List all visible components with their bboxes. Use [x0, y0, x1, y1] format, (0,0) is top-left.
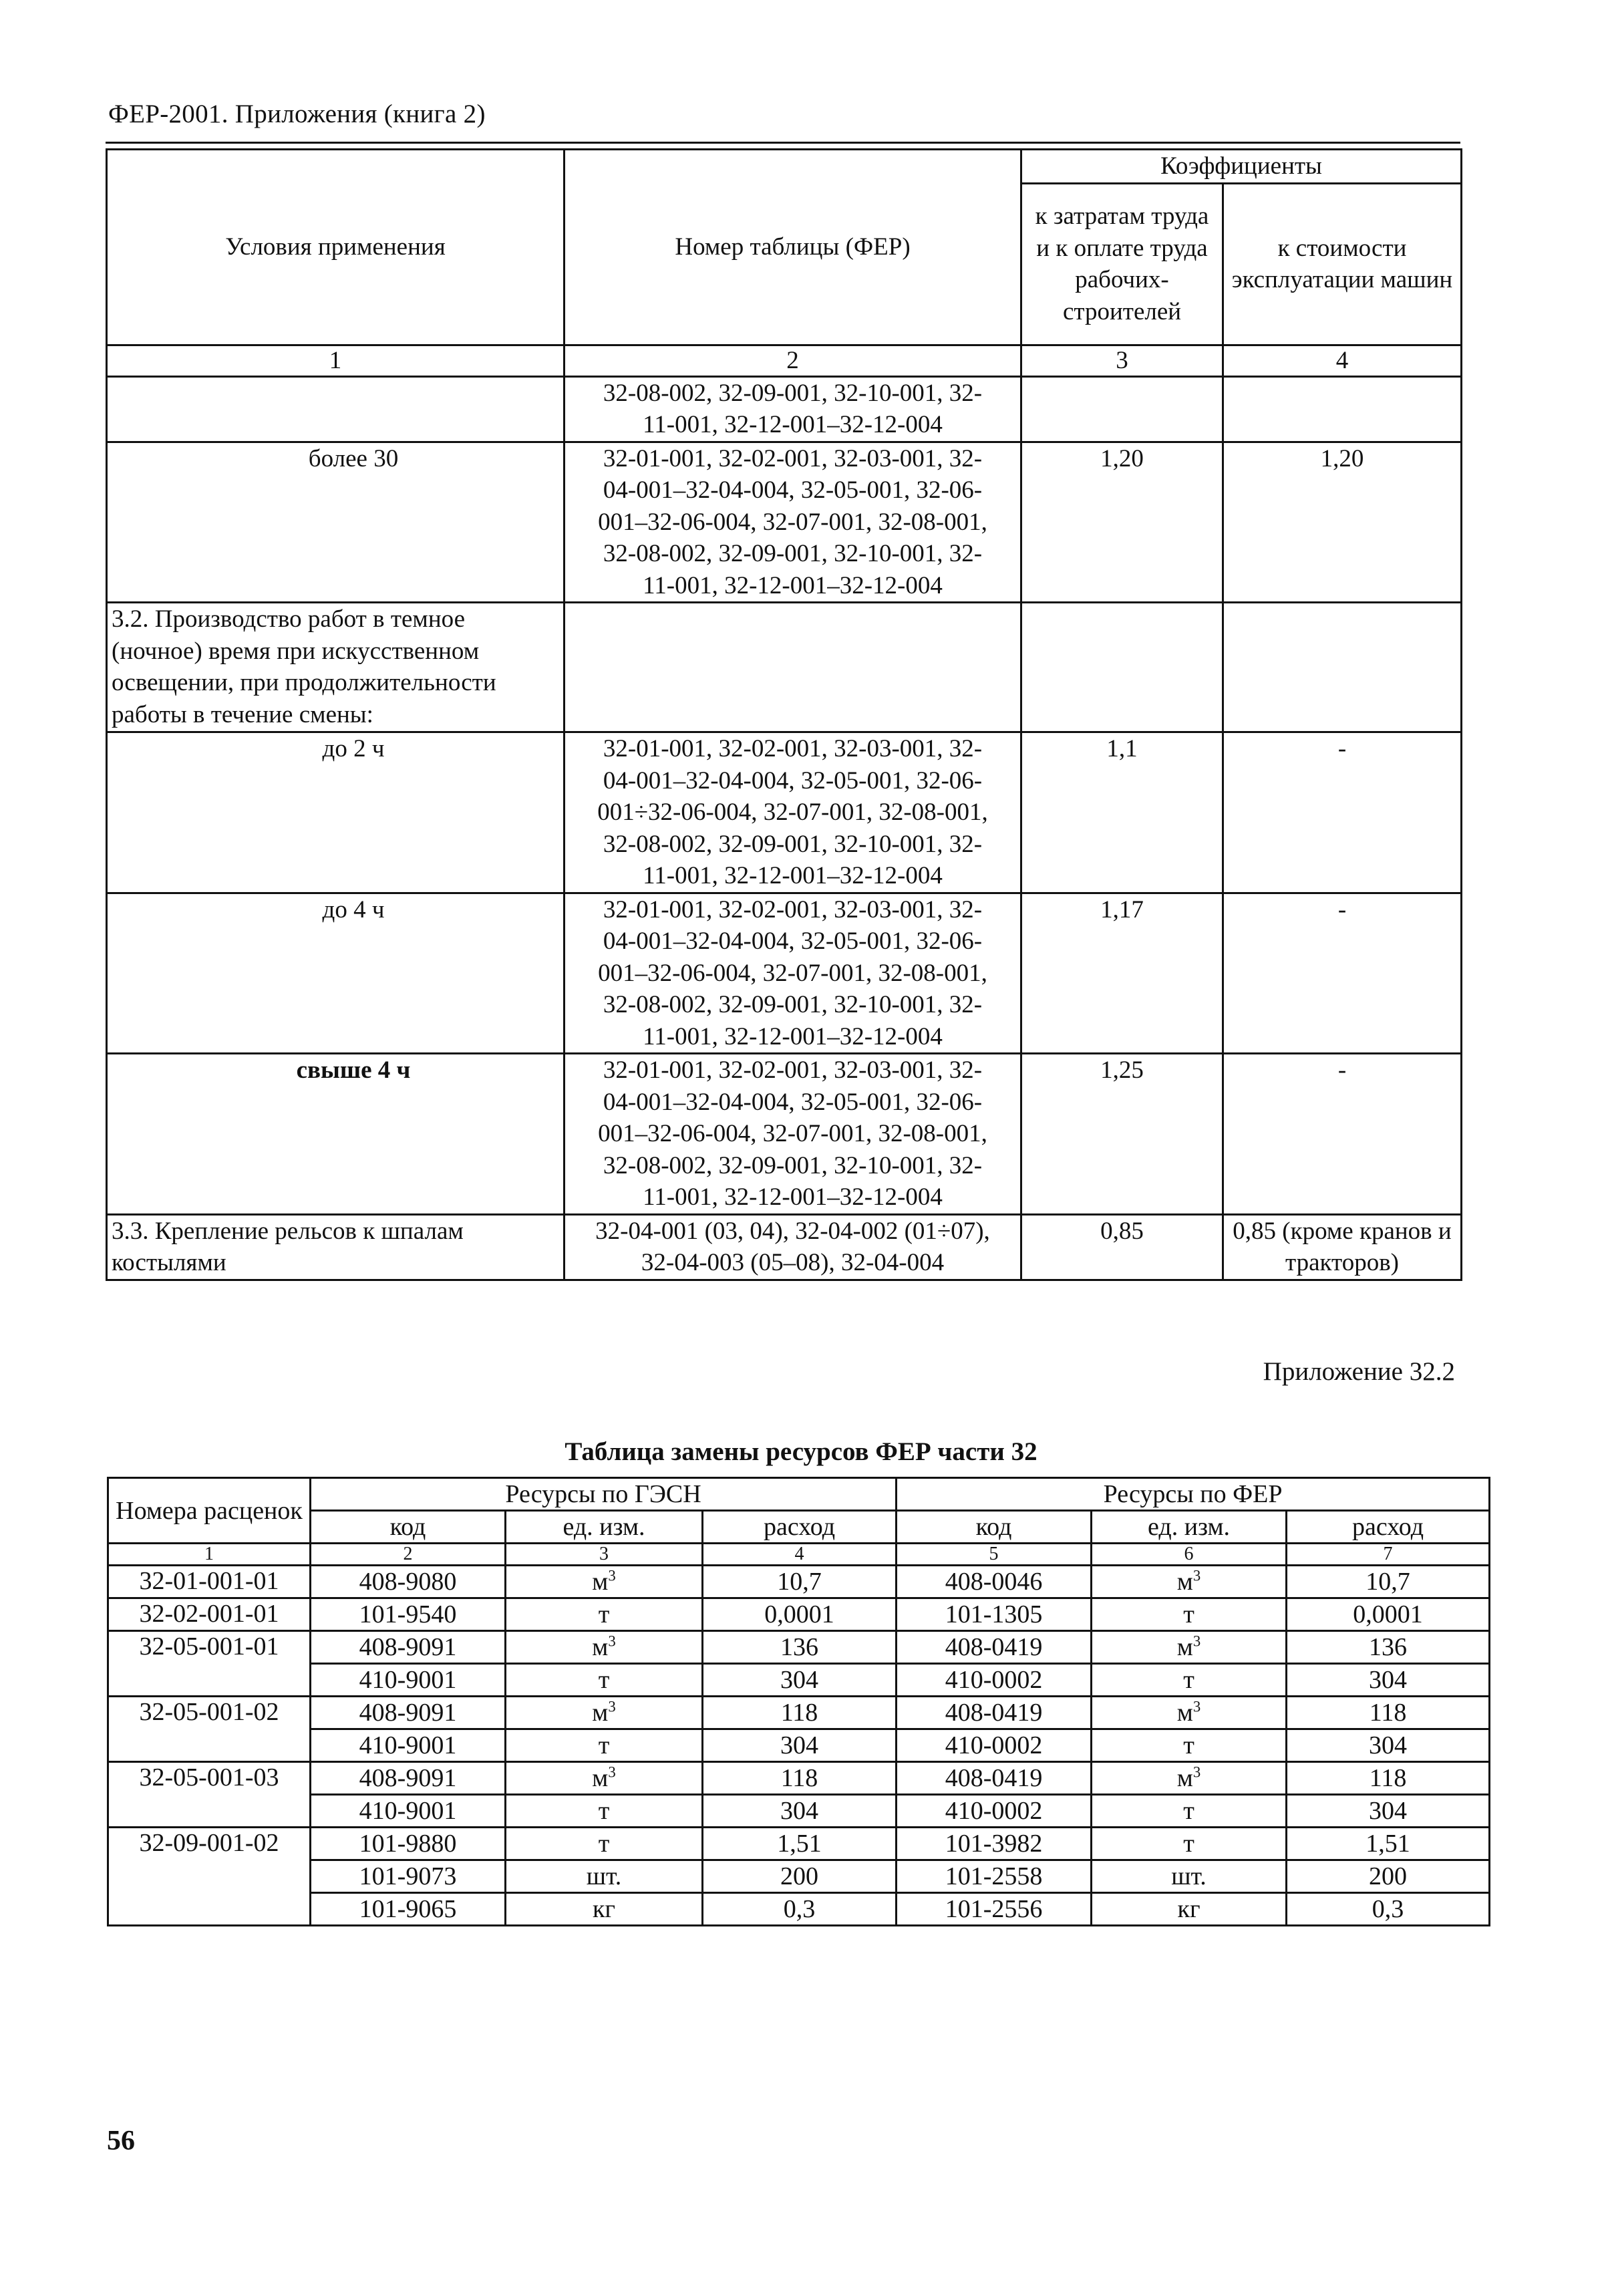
header-fer-code: код	[897, 1511, 1092, 1544]
gesn-consumption-cell-text: 304	[780, 1731, 819, 1759]
gesn-consumption-cell-text: 118	[780, 1699, 818, 1727]
gesn-consumption-cell	[703, 1762, 897, 1795]
gesn-consumption-cell-text: 200	[780, 1862, 819, 1890]
condition-cell: 3.3. Крепление рельсов к шпалам костылями	[107, 1214, 565, 1280]
gesn-code-cell	[311, 1729, 506, 1762]
table-numbers-cell: 32-01-001, 32-02-001, 32-03-001, 32- 04-001–32-04-004, 32-05-001, 32-06- 001÷32-06-004, 32-07-001, 32-08-001, 32-08-002, 32-09-001, 32-10-001, 32- 11-001, 32-12-001–32-12-004	[565, 732, 1021, 893]
gesn-consumption-cell	[703, 1893, 897, 1926]
machines-coefficient-cell: -	[1223, 1054, 1462, 1215]
gesn-consumption-cell-text: 10,7	[777, 1568, 822, 1596]
column-number: 2	[565, 345, 1021, 376]
fer-unit-cell-text: м	[1176, 1568, 1193, 1596]
header-conditions: Условия применения	[107, 150, 565, 345]
machines-coefficient-cell	[1223, 603, 1462, 732]
fer-consumption-cell	[1287, 1860, 1490, 1893]
gesn-consumption-cell-text: 118	[780, 1764, 818, 1792]
column-number: 5	[897, 1544, 1092, 1566]
table-row	[108, 1566, 1490, 1598]
gesn-code-cell	[311, 1795, 506, 1828]
table-row	[107, 442, 1462, 603]
fer-code-cell-text: 410-0002	[945, 1797, 1043, 1825]
column-number: 3	[506, 1544, 703, 1566]
fer-code-cell-text: 101-3982	[945, 1830, 1043, 1858]
table-row	[108, 1598, 1490, 1631]
column-number: 3	[1021, 345, 1223, 376]
condition-cell: более 30	[107, 442, 565, 603]
fer-unit-cell	[1092, 1664, 1287, 1697]
gesn-consumption-cell-text: 136	[780, 1633, 819, 1661]
table-row	[107, 893, 1462, 1054]
table-row	[108, 1762, 1490, 1795]
fer-unit-cell-text: м	[1176, 1764, 1193, 1792]
gesn-code-cell	[311, 1697, 506, 1729]
fer-code-cell-text: 410-0002	[945, 1731, 1043, 1759]
condition-cell: 3.2. Производство работ в темное (ночное) время при искусственном освещении, при продолжительности работы в течение смены:	[107, 603, 565, 732]
gesn-consumption-cell	[703, 1828, 897, 1860]
running-head: ФЕР-2001. Приложения (книга 2)	[108, 100, 486, 128]
gesn-unit-cell	[506, 1860, 703, 1893]
fer-unit-cell	[1092, 1795, 1287, 1828]
resource-replacement-table	[107, 1477, 1490, 1926]
gesn-consumption-cell	[703, 1566, 897, 1598]
header-gesn-consumption: расход	[703, 1511, 897, 1544]
fer-consumption-cell-text: 0,0001	[1353, 1600, 1423, 1628]
gesn-unit-cell	[506, 1795, 703, 1828]
fer-unit-cell	[1092, 1893, 1287, 1926]
gesn-consumption-cell-text: 304	[780, 1666, 819, 1694]
table-row	[108, 1697, 1490, 1729]
table-numbers-cell: 32-01-001, 32-02-001, 32-03-001, 32- 04-001–32-04-004, 32-05-001, 32-06- 001–32-06-004, 32-07-001, 32-08-001, 32-08-002, 32-09-001, 32-10-001, 32- 11-001, 32-12-001–32-12-004	[565, 442, 1021, 603]
gesn-unit-cell-text: т	[598, 1797, 610, 1825]
header-coefficients: Коэффициенты	[1021, 150, 1462, 184]
rate-number-cell: 32-01-001-01	[108, 1566, 311, 1598]
fer-consumption-cell	[1287, 1762, 1490, 1795]
table-numbers-cell: 32-01-001, 32-02-001, 32-03-001, 32- 04-001–32-04-004, 32-05-001, 32-06- 001–32-06-004, 32-07-001, 32-08-001, 32-08-002, 32-09-001, 32-10-001, 32- 11-001, 32-12-001–32-12-004	[565, 893, 1021, 1054]
table-numbers-cell	[565, 603, 1021, 732]
fer-consumption-cell	[1287, 1664, 1490, 1697]
gesn-code-cell	[311, 1631, 506, 1664]
fer-code-cell	[897, 1631, 1092, 1664]
fer-consumption-cell	[1287, 1566, 1490, 1598]
fer-consumption-cell	[1287, 1828, 1490, 1860]
gesn-code-cell-text: 408-9091	[359, 1633, 457, 1661]
gesn-code-cell-text: 101-9065	[359, 1895, 457, 1923]
gesn-unit-cell-text: м	[592, 1633, 609, 1661]
labor-coefficient-cell	[1021, 603, 1223, 732]
fer-unit-cell	[1092, 1631, 1287, 1664]
column-number: 1	[108, 1544, 311, 1566]
gesn-unit-cell	[506, 1664, 703, 1697]
fer-unit-cell	[1092, 1729, 1287, 1762]
fer-consumption-cell-text: 136	[1369, 1633, 1408, 1661]
fer-consumption-cell-text: 304	[1369, 1797, 1408, 1825]
table-row	[107, 376, 1462, 442]
fer-consumption-cell	[1287, 1795, 1490, 1828]
fer-code-cell-text: 410-0002	[945, 1666, 1043, 1694]
machines-coefficient-cell: -	[1223, 732, 1462, 893]
fer-code-cell	[897, 1598, 1092, 1631]
gesn-code-cell-text: 101-9073	[359, 1862, 457, 1890]
table-row	[108, 1631, 1490, 1664]
table-row	[108, 1893, 1490, 1926]
fer-consumption-cell-text: 304	[1369, 1731, 1408, 1759]
header-table-number: Номер таблицы (ФЕР)	[565, 150, 1021, 345]
header-labor-coefficient: к затратам труда и к оплате труда рабочих-строителей	[1021, 183, 1223, 345]
table-row	[108, 1828, 1490, 1860]
fer-unit-cell-text: т	[1183, 1666, 1194, 1694]
fer-code-cell-text: 408-0046	[945, 1568, 1043, 1596]
fer-consumption-cell	[1287, 1697, 1490, 1729]
column-number: 6	[1092, 1544, 1287, 1566]
gesn-consumption-cell-text: 0,3	[783, 1895, 816, 1923]
gesn-unit-cell-text: шт.	[586, 1862, 622, 1890]
fer-code-cell	[897, 1762, 1092, 1795]
header-rate-numbers: Номера расценок	[108, 1478, 311, 1544]
gesn-consumption-cell	[703, 1729, 897, 1762]
gesn-code-cell-text: 101-9540	[359, 1600, 457, 1628]
gesn-code-cell	[311, 1893, 506, 1926]
fer-unit-cell	[1092, 1598, 1287, 1631]
header-machines-coefficient: к стоимости эксплуатации машин	[1223, 183, 1462, 345]
gesn-consumption-cell-text: 1,51	[777, 1830, 822, 1858]
table-row	[108, 1795, 1490, 1828]
gesn-consumption-cell	[703, 1860, 897, 1893]
fer-code-cell	[897, 1664, 1092, 1697]
gesn-code-cell	[311, 1664, 506, 1697]
gesn-consumption-cell-text: 0,0001	[764, 1600, 834, 1628]
fer-unit-cell-text: шт.	[1171, 1862, 1207, 1890]
condition-cell: до 4 ч	[107, 893, 565, 1054]
fer-consumption-cell-text: 10,7	[1366, 1568, 1410, 1596]
gesn-code-cell	[311, 1566, 506, 1598]
fer-consumption-cell-text: 1,51	[1366, 1830, 1410, 1858]
fer-unit-cell	[1092, 1566, 1287, 1598]
fer-unit-cell-text: т	[1183, 1600, 1194, 1628]
column-number: 7	[1287, 1544, 1490, 1566]
fer-code-cell	[897, 1697, 1092, 1729]
gesn-unit-cell-text: т	[598, 1666, 610, 1694]
machines-coefficient-cell: 0,85 (кроме кранов и тракторов)	[1223, 1214, 1462, 1280]
fer-unit-cell	[1092, 1860, 1287, 1893]
machines-coefficient-cell: -	[1223, 893, 1462, 1054]
fer-consumption-cell-text: 200	[1369, 1862, 1408, 1890]
fer-code-cell-text: 408-0419	[945, 1699, 1043, 1727]
gesn-code-cell	[311, 1860, 506, 1893]
gesn-unit-cell	[506, 1631, 703, 1664]
fer-code-cell	[897, 1566, 1092, 1598]
fer-code-cell-text: 408-0419	[945, 1633, 1043, 1661]
gesn-code-cell-text: 101-9880	[359, 1830, 457, 1858]
gesn-code-cell-text: 408-9091	[359, 1764, 457, 1792]
gesn-unit-cell-text: т	[598, 1600, 610, 1628]
gesn-unit-cell	[506, 1566, 703, 1598]
coefficients-table	[106, 148, 1462, 1281]
fer-consumption-cell-text: 304	[1369, 1666, 1408, 1694]
fer-unit-cell-text: т	[1183, 1830, 1194, 1858]
fer-unit-cell-text: м	[1176, 1633, 1193, 1661]
fer-code-cell-text: 101-2558	[945, 1862, 1043, 1890]
table-row	[107, 1214, 1462, 1280]
labor-coefficient-cell: 1,17	[1021, 893, 1223, 1054]
table-row	[107, 1054, 1462, 1215]
gesn-consumption-cell	[703, 1598, 897, 1631]
rate-number-cell: 32-05-001-01	[108, 1631, 311, 1697]
gesn-code-cell-text: 408-9091	[359, 1699, 457, 1727]
labor-coefficient-cell: 1,1	[1021, 732, 1223, 893]
gesn-unit-cell	[506, 1762, 703, 1795]
fer-unit-cell	[1092, 1697, 1287, 1729]
gesn-consumption-cell	[703, 1664, 897, 1697]
fer-unit-cell-text: кг	[1177, 1895, 1200, 1923]
gesn-unit-cell-text: м	[592, 1699, 609, 1727]
gesn-unit-cell-text: т	[598, 1830, 610, 1858]
fer-code-cell	[897, 1795, 1092, 1828]
header-gesn-resources: Ресурсы по ГЭСН	[311, 1478, 897, 1511]
gesn-code-cell	[311, 1828, 506, 1860]
fer-code-cell	[897, 1860, 1092, 1893]
fer-unit-cell	[1092, 1762, 1287, 1795]
table-row	[108, 1860, 1490, 1893]
gesn-code-cell-text: 410-9001	[359, 1797, 457, 1825]
fer-consumption-cell-text: 0,3	[1372, 1895, 1404, 1923]
header-fer-unit: ед. изм.	[1092, 1511, 1287, 1544]
unit-exponent: 3	[1192, 1632, 1201, 1650]
appendix-label: Приложение 32.2	[1263, 1357, 1455, 1386]
table-numbers-cell: 32-08-002, 32-09-001, 32-10-001, 32- 11-001, 32-12-001–32-12-004	[565, 376, 1021, 442]
gesn-unit-cell-text: м	[592, 1568, 609, 1596]
fer-code-cell-text: 101-1305	[945, 1600, 1043, 1628]
header-rule	[106, 142, 1460, 144]
gesn-code-cell	[311, 1598, 506, 1631]
table-numbers-cell: 32-04-001 (03, 04), 32-04-002 (01÷07), 32-04-003 (05–08), 32-04-004	[565, 1214, 1021, 1280]
gesn-unit-cell	[506, 1697, 703, 1729]
fer-consumption-cell	[1287, 1598, 1490, 1631]
labor-coefficient-cell: 1,20	[1021, 442, 1223, 603]
gesn-consumption-cell-text: 304	[780, 1797, 819, 1825]
fer-code-cell	[897, 1729, 1092, 1762]
gesn-code-cell-text: 410-9001	[359, 1731, 457, 1759]
table-numbers-cell: 32-01-001, 32-02-001, 32-03-001, 32- 04-001–32-04-004, 32-05-001, 32-06- 001–32-06-004, 32-07-001, 32-08-001, 32-08-002, 32-09-001, 32-10-001, 32- 11-001, 32-12-001–32-12-004	[565, 1054, 1021, 1215]
header-fer-consumption: расход	[1287, 1511, 1490, 1544]
fer-unit-cell-text: т	[1183, 1731, 1194, 1759]
gesn-consumption-cell	[703, 1795, 897, 1828]
condition-cell: до 2 ч	[107, 732, 565, 893]
header-gesn-unit: ед. изм.	[506, 1511, 703, 1544]
rate-number-cell: 32-02-001-01	[108, 1598, 311, 1631]
unit-exponent: 3	[608, 1698, 616, 1715]
unit-exponent: 3	[608, 1632, 616, 1650]
gesn-code-cell	[311, 1762, 506, 1795]
table-row	[108, 1729, 1490, 1762]
fer-unit-cell-text: м	[1176, 1699, 1193, 1727]
page-number: 56	[107, 2126, 135, 2156]
column-number: 1	[107, 345, 565, 376]
unit-exponent: 3	[608, 1567, 616, 1584]
labor-coefficient-cell: 1,25	[1021, 1054, 1223, 1215]
rate-number-cell: 32-09-001-02	[108, 1828, 311, 1926]
gesn-unit-cell	[506, 1598, 703, 1631]
fer-code-cell-text: 101-2556	[945, 1895, 1043, 1923]
gesn-unit-cell	[506, 1729, 703, 1762]
fer-unit-cell	[1092, 1828, 1287, 1860]
fer-consumption-cell-text: 118	[1369, 1764, 1407, 1792]
fer-code-cell	[897, 1828, 1092, 1860]
condition-cell	[107, 376, 565, 442]
machines-coefficient-cell	[1223, 376, 1462, 442]
machines-coefficient-cell: 1,20	[1223, 442, 1462, 603]
header-fer-resources: Ресурсы по ФЕР	[897, 1478, 1490, 1511]
gesn-unit-cell	[506, 1828, 703, 1860]
gesn-code-cell-text: 408-9080	[359, 1568, 457, 1596]
table-row	[107, 603, 1462, 732]
unit-exponent: 3	[608, 1763, 616, 1781]
gesn-unit-cell-text: м	[592, 1764, 609, 1792]
fer-code-cell	[897, 1893, 1092, 1926]
gesn-consumption-cell	[703, 1631, 897, 1664]
column-number: 2	[311, 1544, 506, 1566]
labor-coefficient-cell: 0,85	[1021, 1214, 1223, 1280]
table-row	[108, 1664, 1490, 1697]
header-gesn-code: код	[311, 1511, 506, 1544]
unit-exponent: 3	[1192, 1698, 1201, 1715]
gesn-code-cell-text: 410-9001	[359, 1666, 457, 1694]
gesn-consumption-cell	[703, 1697, 897, 1729]
gesn-unit-cell	[506, 1893, 703, 1926]
table-row	[107, 732, 1462, 893]
column-number: 4	[1223, 345, 1462, 376]
rate-number-cell: 32-05-001-02	[108, 1697, 311, 1762]
column-number: 4	[703, 1544, 897, 1566]
fer-unit-cell-text: т	[1183, 1797, 1194, 1825]
fer-consumption-cell	[1287, 1729, 1490, 1762]
gesn-unit-cell-text: т	[598, 1731, 610, 1759]
condition-cell: свыше 4 ч	[107, 1054, 565, 1215]
unit-exponent: 3	[1192, 1763, 1201, 1781]
table2-title: Таблица замены ресурсов ФЕР части 32	[565, 1437, 1037, 1466]
fer-consumption-cell	[1287, 1631, 1490, 1664]
unit-exponent: 3	[1192, 1567, 1201, 1584]
rate-number-cell: 32-05-001-03	[108, 1762, 311, 1828]
fer-consumption-cell-text: 118	[1369, 1699, 1407, 1727]
labor-coefficient-cell	[1021, 376, 1223, 442]
fer-code-cell-text: 408-0419	[945, 1764, 1043, 1792]
fer-consumption-cell	[1287, 1893, 1490, 1926]
gesn-unit-cell-text: кг	[592, 1895, 616, 1923]
